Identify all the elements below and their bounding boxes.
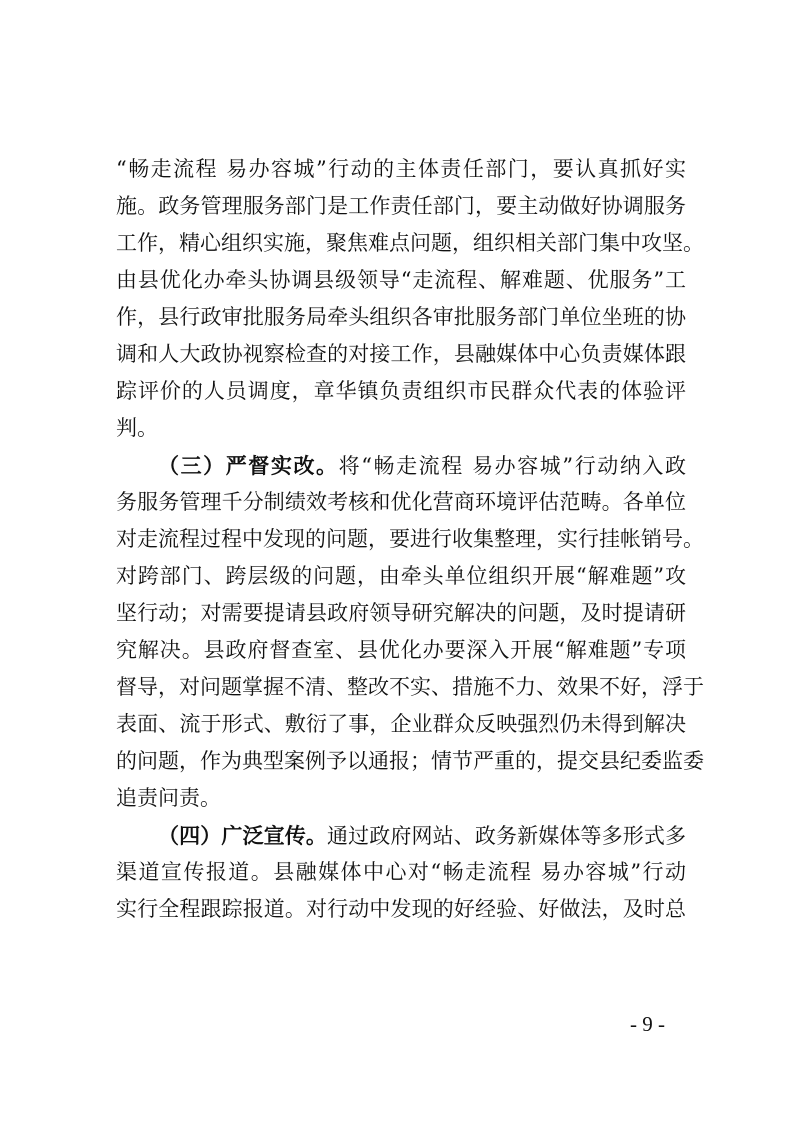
paragraph-3-line-2: 渠道宣传报道。县融媒体中心对“畅走流程 易办容城”行动	[116, 860, 686, 884]
paragraph-2-line-4: 对跨部门、跨层级的问题，由牵头单位组织开展“解难题”攻	[116, 564, 686, 588]
paragraph-3-line-1	[116, 817, 686, 854]
paragraph-2-line-8: 表面、流于形式、敷衍了事，企业群众反映强烈仍未得到解决	[116, 712, 686, 736]
paragraph-1-line-1: “畅走流程 易办容城”行动的主体责任部门，要认真抓好实	[116, 157, 686, 181]
paragraph-1-line-5: 作，县行政审批服务局牵头组织各审批服务部门单位坐班的协	[116, 305, 686, 329]
document-body	[116, 151, 704, 928]
paragraph-1-line-4: 由县优化办牵头协调县级领导“走流程、解难题、优服务”工	[116, 268, 686, 292]
paragraph-2-line-6: 究解决。县政府督查室、县优化办要深入开展“解难题”专项	[116, 638, 686, 662]
page-number: - 9 -	[630, 1012, 665, 1036]
paragraph-2-line-9: 的问题，作为典型案例予以通报；情节严重的，提交县纪委监委	[116, 749, 704, 773]
paragraph-2-line-7: 督导，对问题掌握不清、整改不实、措施不力、效果不好，浮于	[116, 675, 704, 699]
paragraph-1-line-6: 调和人大政协视察检查的对接工作，县融媒体中心负责媒体跟	[116, 342, 686, 366]
paragraph-2-line-2: 务服务管理千分制绩效考核和优化营商环境评估范畴。各单位	[116, 490, 686, 514]
section-heading-three: （三）严督实改。	[158, 453, 339, 478]
paragraph-1-line-7: 踪评价的人员调度，章华镇负责组织市民群众代表的体验评	[116, 379, 686, 403]
paragraph-1-line-3: 工作，精心组织实施，聚焦难点问题，组织相关部门集中攻坚。	[116, 231, 704, 255]
paragraph-2-line-5: 坚行动；对需要提请县政府领导研究解决的问题，及时提请研	[116, 601, 686, 625]
paragraph-2-line-3: 对走流程过程中发现的问题，要进行收集整理，实行挂帐销号。	[116, 527, 704, 551]
paragraph-2-line-10: 追责问责。	[116, 786, 221, 810]
section-heading-four: （四）广泛宣传。	[158, 823, 327, 848]
paragraph-1-line-8: 判。	[116, 416, 158, 440]
paragraph-3-line-3: 实行全程跟踪报道。对行动中发现的好经验、好做法，及时总	[116, 897, 686, 921]
paragraph-3-line-1-text: 通过政府网站、政务新媒体等多形式多	[327, 824, 686, 848]
paragraph-2-line-1	[116, 447, 686, 484]
paragraph-2-line-1-text: 将“畅走流程 易办容城”行动纳入政	[338, 454, 686, 478]
paragraph-1-line-2: 施。政务管理服务部门是工作责任部门，要主动做好协调服务	[116, 194, 686, 218]
